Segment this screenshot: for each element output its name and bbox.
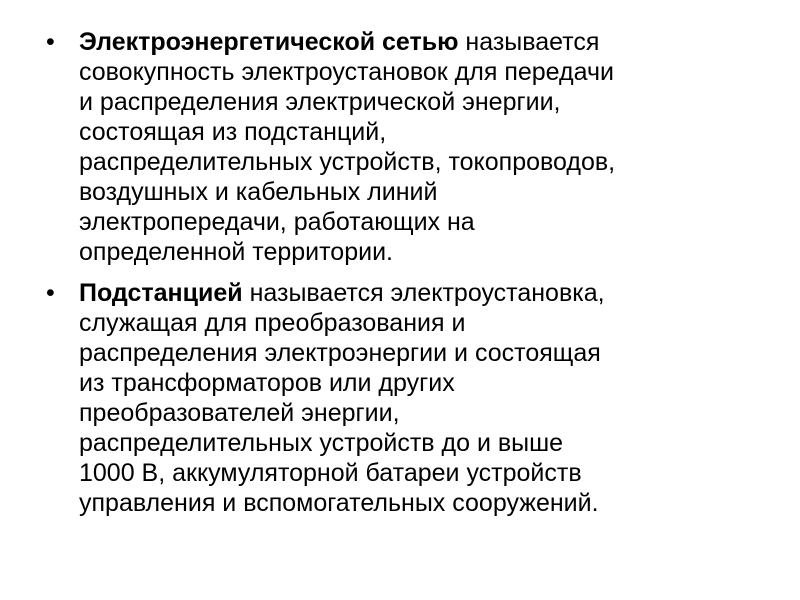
bullet-text-line: и распределения электрической энергии, (79, 88, 561, 116)
bullet-text-line: совокупность электроустановок для передачи (79, 58, 614, 86)
bullet-text-line: из трансформаторов или других (79, 369, 455, 397)
bullet-text-line: служащая для преобразования и (79, 309, 466, 337)
bullet-first-line-text: называется (458, 28, 600, 56)
bullet-text-line: управления и вспомогательных сооружений. (79, 489, 599, 517)
bullet-text-line: определенной территории. (79, 238, 393, 266)
bullet-text-line: преобразователей энергии, (79, 399, 400, 427)
bullet-first-line (79, 278, 746, 308)
bullet-text-line: 1000 В, аккумуляторной батареи устройств (79, 459, 582, 487)
bullet-symbol: • (46, 279, 55, 307)
bullet-text-line: электропередачи, работающих на (79, 208, 475, 236)
bullet-item-substation (46, 278, 746, 518)
bullet-item-electric-network (46, 27, 746, 267)
bullet-text-line: состоящая из подстанций, (79, 118, 387, 146)
bullet-text-line: воздушных и кабельных линий (79, 178, 438, 206)
bullet-list (46, 27, 746, 529)
term-electric-network: Электроэнергетической сетью (79, 28, 459, 56)
term-substation: Подстанцией (79, 279, 243, 307)
bullet-text-line: распределения электроэнергии и состоящая (79, 339, 601, 367)
bullet-first-line (79, 27, 746, 57)
bullet-first-line-text: называется электроустановка, (242, 279, 605, 307)
bullet-symbol: • (46, 28, 55, 56)
bullet-text-line: распределительных устройств, токопроводов, (79, 148, 616, 176)
bullet-text-line: распределительных устройств до и выше (79, 429, 564, 457)
